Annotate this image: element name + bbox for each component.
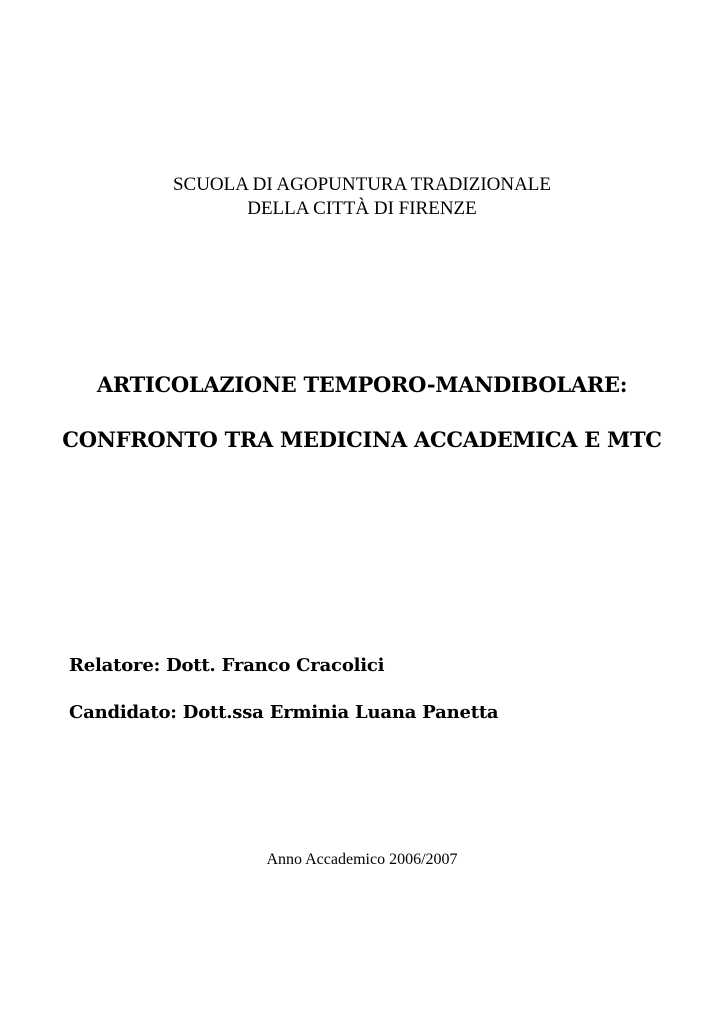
school-name <box>0 173 724 221</box>
relatore-line: Relatore: Dott. Franco Cracolici <box>69 655 385 676</box>
school-name-line-2: DELLA CITTÀ DI FIRENZE <box>247 198 477 219</box>
school-name-line-1: SCUOLA DI AGOPUNTURA TRADIZIONALE <box>172 174 552 195</box>
candidato-line: Candidato: Dott.ssa Erminia Luana Panetta <box>69 702 499 723</box>
thesis-title-line-2: CONFRONTO TRA MEDICINA ACCADEMICA E MTC <box>62 427 662 452</box>
academic-year: Anno Accademico 2006/2007 <box>266 851 458 868</box>
thesis-title-line-1: ARTICOLAZIONE TEMPORO-MANDIBOLARE: <box>96 372 628 397</box>
